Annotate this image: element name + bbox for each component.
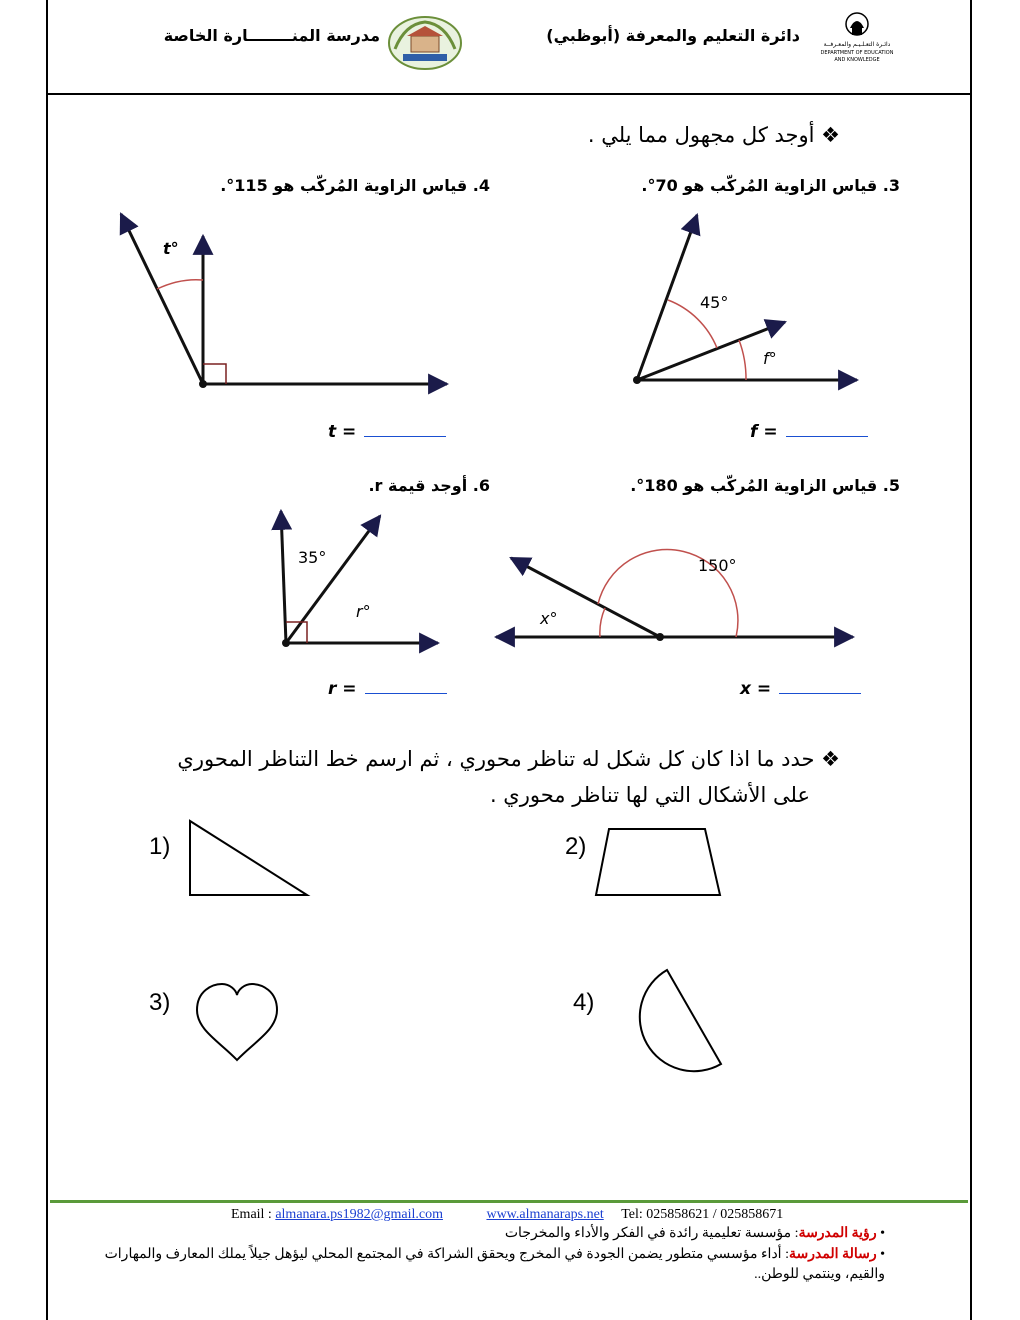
answer-label: r = xyxy=(328,679,357,699)
email-link[interactable]: almanara.ps1982@gmail.com xyxy=(275,1207,443,1222)
footer-vision xyxy=(300,1225,885,1242)
footer-contact xyxy=(231,1207,783,1223)
vertex-point xyxy=(656,633,664,641)
angle-arc-x xyxy=(600,608,605,637)
var-label-r: r° xyxy=(356,602,371,621)
var-label-x: x° xyxy=(540,609,558,628)
exercise-4-title: 4. قياس الزاوية المُركّب هو 115°. xyxy=(220,176,490,195)
section2-instruction xyxy=(170,742,840,776)
answer-blank[interactable] xyxy=(365,693,447,694)
angle-arc xyxy=(157,280,203,289)
shape-label-4: 4) xyxy=(573,989,595,1016)
ray-oblique xyxy=(121,214,203,384)
answer-blank[interactable] xyxy=(364,436,446,437)
exercise-3-title: 3. قياس الزاوية المُركّب هو 70°. xyxy=(641,176,900,195)
logo-text-en1: DEPARTMENT OF EDUCATION xyxy=(820,50,894,56)
instruction-text: أوجد كل مجهول مما يلي . xyxy=(587,123,815,147)
answer-label: t = xyxy=(328,422,357,442)
instruction-line-2: على الأشكال التي لها تناظر محوري . xyxy=(489,783,810,807)
email-label: Email : xyxy=(231,1207,272,1222)
school-name: مدرسة المنــــــــارة الخاصة xyxy=(163,26,380,45)
answer-label: x = xyxy=(740,679,772,699)
bullet-icon: • xyxy=(880,1226,885,1241)
shape-label-1: 1) xyxy=(149,833,171,860)
shape-trapezoid xyxy=(596,829,720,895)
shape-label-2: 2) xyxy=(565,833,587,860)
answer-blank[interactable] xyxy=(779,693,861,694)
exercise-6-answer[interactable] xyxy=(328,679,447,699)
exercise-5-title: 5. قياس الزاوية المُركّب هو 180°. xyxy=(630,476,900,495)
shape-right-triangle xyxy=(190,821,307,895)
ray-oblique xyxy=(511,558,660,637)
exercise-6-title: 6. أوجد قيمة r. xyxy=(368,476,490,495)
angle-label-45: 45° xyxy=(700,293,729,312)
exercise-4-answer[interactable] xyxy=(328,422,446,442)
logo-text-en2: AND KNOWLEDGE xyxy=(834,57,880,63)
diamond-bullet-icon: ❖ xyxy=(821,747,840,771)
footer-mission xyxy=(104,1246,885,1263)
department-name: دائرة التعليم والمعرفة (أبوظبي) xyxy=(546,26,800,45)
telephone: Tel: 025858621 / 025858671 xyxy=(621,1207,784,1222)
angle-label-150: 150° xyxy=(698,556,737,575)
ray-oblique xyxy=(286,516,380,643)
vertex-point xyxy=(282,639,290,647)
vertex-point xyxy=(199,380,207,388)
angle-arc-f xyxy=(739,340,746,380)
answer-label: f = xyxy=(750,422,778,442)
vision-text: : مؤسسة تعليمية رائدة في الفكر والأداء والمخرجات xyxy=(504,1226,799,1241)
right-angle-mark xyxy=(203,364,226,384)
diamond-bullet-icon: ❖ xyxy=(821,123,840,147)
shape-heart xyxy=(197,984,277,1060)
var-label-t: t° xyxy=(163,239,179,258)
footer-mission-2: والقيم، وينتمي للوطن.. xyxy=(754,1267,885,1282)
exercise-3-answer[interactable] xyxy=(750,422,868,442)
ray-steep xyxy=(637,215,697,380)
vertex-point xyxy=(633,376,641,384)
ray-vertical xyxy=(281,511,286,643)
shape-circle-segment xyxy=(640,970,721,1071)
vision-label: رؤية المدرسة xyxy=(798,1226,877,1241)
shape-label-3: 3) xyxy=(149,989,171,1016)
footer-divider xyxy=(50,1200,968,1203)
answer-blank[interactable] xyxy=(786,436,868,437)
bullet-icon: • xyxy=(880,1247,885,1262)
exercise-4-diagram xyxy=(121,214,447,388)
var-label-f: f° xyxy=(763,349,777,368)
exercise-3-diagram xyxy=(633,215,857,384)
exercise-6-diagram xyxy=(281,511,438,647)
mission-text: : أداء مؤسسي متطور يضمن الجودة في المخرج ويحقق الشراكة في المجتمع المحلي ليؤهل جيلاً يملك المعارف والمهارات xyxy=(104,1247,789,1262)
website-link[interactable]: www.almanaraps.net xyxy=(486,1207,604,1222)
mission-label: رسالة المدرسة xyxy=(788,1247,877,1262)
instruction-line-1: حدد ما اذا كان كل شكل له تناظر محوري ، ثم ارسم خط التناظر المحوري xyxy=(177,747,815,771)
exercise-5-answer[interactable] xyxy=(740,679,861,699)
logo-text-ar: دائـرة التعـلـيـم والمعـرفــة xyxy=(823,41,891,48)
exercise-5-diagram xyxy=(496,550,853,641)
angle-label-35: 35° xyxy=(298,548,327,567)
